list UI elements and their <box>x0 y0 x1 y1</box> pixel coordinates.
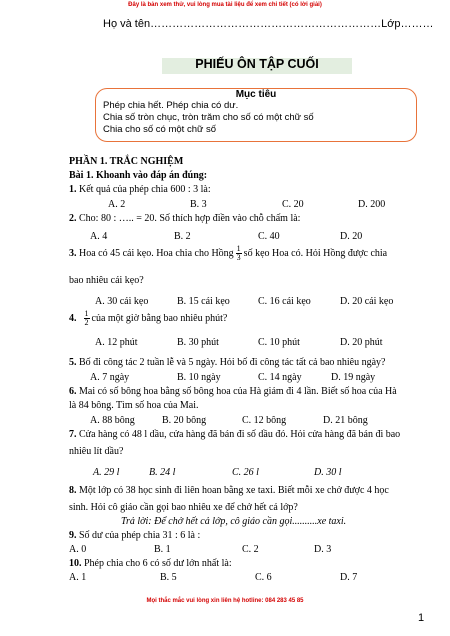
option-c: C. 2 <box>242 544 259 555</box>
option-b: B. 15 cái kẹo <box>177 296 230 307</box>
option-d: D. 20 <box>340 231 363 242</box>
option-b: B. 24 l <box>149 467 176 478</box>
option-c: C. 10 phút <box>258 337 300 348</box>
option-c: C. 20 <box>282 199 304 210</box>
worksheet-title: PHIẾU ÔN TẬP CUỐI <box>195 57 319 71</box>
part-title: PHẦN 1. TRẮC NGHIỆM <box>69 156 184 167</box>
option-d: D. 200 <box>358 199 386 210</box>
question-7: 7. Cửa hàng có 48 l dầu, cửa hàng đã bán đi số dầu đó. Hỏi cửa hàng đã bán đi bao <box>69 429 401 440</box>
answer-line: Trả lời: Để chở hết cả lớp, cô giáo cần gọi..........xe taxi. <box>121 516 347 527</box>
question-2: 2. Cho: 80 : ….. = 20. Số thích hợp điền vào chỗ chấm là: <box>69 213 301 224</box>
option-a: A. 12 phút <box>95 337 138 348</box>
bottom-banner: Mọi thắc mắc vui lòng xin liên hệ hotline: 084 283 45 85 <box>146 598 304 604</box>
option-b: B. 1 <box>154 544 171 555</box>
option-c: C. 12 bông <box>242 415 287 426</box>
goals-title: Mục tiêu <box>235 89 277 100</box>
option-c: C. 14 ngày <box>258 372 302 383</box>
option-a: A. 0 <box>69 544 87 555</box>
option-a: A. 88 bông <box>90 415 135 426</box>
option-d: D. 7 <box>340 572 358 583</box>
page-number: 1 <box>418 612 425 624</box>
option-b: B. 20 bông <box>162 415 207 426</box>
option-a: A. 7 ngày <box>90 372 130 383</box>
option-a: A. 29 l <box>93 467 120 478</box>
option-d: D. 30 l <box>314 467 342 478</box>
option-b: B. 30 phút <box>177 337 219 348</box>
goal-line: Chia số tròn chục, tròn trăm cho số có một chữ số <box>103 112 314 123</box>
option-d: D. 19 ngày <box>331 372 376 383</box>
option-d: D. 21 bông <box>323 415 368 426</box>
question-1: 1. Kết quả của phép chia 600 : 3 là: <box>69 184 211 195</box>
option-c: C. 26 l <box>232 467 259 478</box>
question-3: 3. Hoa có 45 cái kẹo. Hoa chia cho Hồng $\frac{1}{3}$ số kẹo Hoa có. Hỏi Hồng được chia <box>69 244 388 262</box>
option-d: D. 3 <box>314 544 332 555</box>
option-a: A. 4 <box>90 231 108 242</box>
exercise-title: Bài 1. Khoanh vào đáp án đúng: <box>69 170 208 181</box>
option-b: B. 3 <box>190 199 207 210</box>
question-9: 9. Số dư của phép chia 31 : 6 là : <box>69 530 201 541</box>
question-3-line2: bao nhiêu cái kẹo? <box>69 275 144 286</box>
option-c: C. 6 <box>255 572 272 583</box>
option-c: C. 16 cái kẹo <box>258 296 311 307</box>
fraction: $\frac{1}{3}$ <box>236 244 241 262</box>
option-c: C. 40 <box>258 231 280 242</box>
goal-line: Phép chia hết. Phép chia có dư. <box>103 100 239 111</box>
option-b: B. 2 <box>174 231 191 242</box>
question-6: 6. Mai có số bông hoa bằng số bông hoa của Hà giảm đi 4 lần. Biết số hoa của Hà <box>69 386 397 397</box>
goal-line: Chia cho số có một chữ số <box>103 124 217 135</box>
option-a: A. 1 <box>69 572 87 583</box>
question-6-line2: là 84 bông. Tìm số hoa của Mai. <box>69 400 199 411</box>
question-8: 8. Một lớp có 38 học sinh đi liên hoan bằng xe taxi. Biết mỗi xe chở được 4 học <box>69 485 389 496</box>
question-8-line2: sinh. Hỏi cô giáo cần gọi bao nhiêu xe để chở hết cả lớp? <box>69 502 298 513</box>
question-4: 4. $\frac{1}{2}$ của một giờ bằng bao nhiêu phút? <box>69 309 228 327</box>
fraction: $\frac{1}{2}$ <box>84 309 89 327</box>
name-class-line: Họ và tên………………………………………………………Lớp……… <box>103 18 434 30</box>
option-b: B. 10 ngày <box>177 372 221 383</box>
option-b: B. 5 <box>160 572 177 583</box>
option-d: D. 20 phút <box>340 337 383 348</box>
question-7-line2: nhiêu lít dầu? <box>69 446 124 457</box>
option-a: A. 30 cái kẹo <box>95 296 149 307</box>
question-10: 10. Phép chia cho 6 có số dư lớn nhất là: <box>69 558 232 569</box>
top-banner: Đây là bản xem thử, vui lòng mua tài liệu để xem chi tiết (có lời giải) <box>128 2 322 8</box>
option-a: A. 2 <box>108 199 126 210</box>
question-5: 5. Bố đi công tác 2 tuần lễ và 5 ngày. Hỏi bố đi công tác tất cả bao nhiêu ngày? <box>69 357 386 368</box>
option-d: D. 20 cái kẹo <box>340 296 394 307</box>
